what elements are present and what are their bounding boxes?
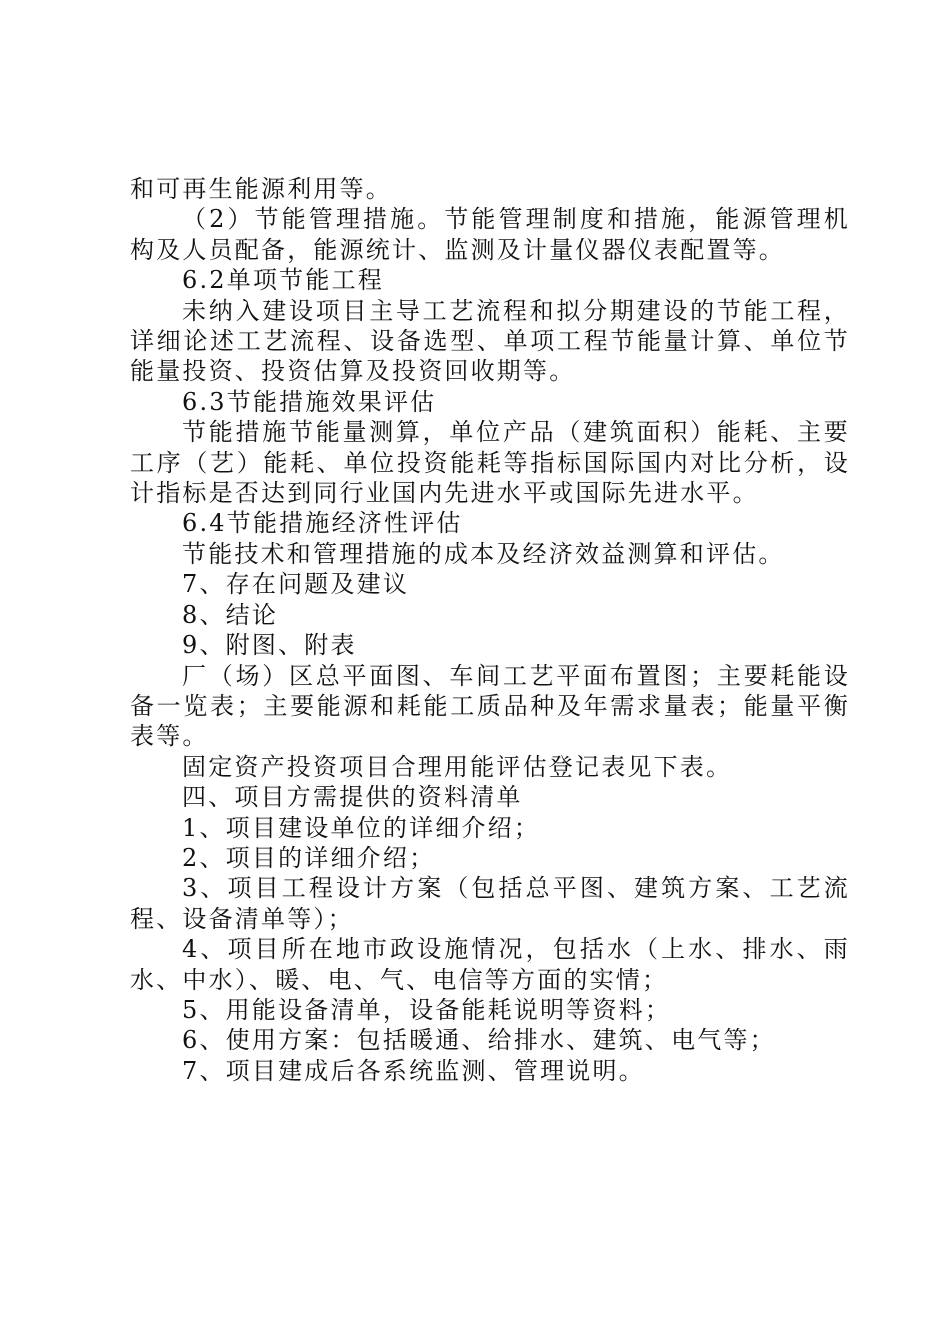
paragraph: 和可再生能源利用等。 [130,175,392,203]
list-item: 5、用能设备清单，设备能耗说明等资料； [182,995,672,1024]
list-item: 7、项目建成后各系统监测、管理说明。 [182,1056,645,1085]
list-item: 3、项目工程设计方案（包括总平图、建筑方案、工艺流程、设备清单等）； [130,874,850,933]
paragraph: 固定资产投资项目合理用能评估登记表见下表。 [182,752,733,781]
list-item: 6、使用方案：包括暖通、给排水、建筑、电气等； [182,1026,776,1055]
paragraph: （2）节能管理措施。节能管理制度和措施，能源管理机构及人员配备，能源统计、监测及计量仪器仪表配置等。 [130,205,850,264]
section-heading: 9、附图、附表 [182,631,357,660]
paragraph: 节能技术和管理措施的成本及经济效益测算和评估。 [182,539,785,568]
section-heading: 四、项目方需提供的资料清单 [182,783,523,812]
section-heading: 8、结论 [182,600,279,629]
section-heading: 6.2单项节能工程 [182,266,384,295]
list-item: 2、项目的详细介绍； [182,843,436,872]
paragraph: 厂（场）区总平面图、车间工艺平面布置图；主要耗能设备一览表；主要能源和耗能工质品种及年需求量表；能量平衡表等。 [130,661,850,751]
section-heading: 7、存在问题及建议 [182,570,410,599]
paragraph: 未纳入建设项目主导工艺流程和拟分期建设的节能工程，详细论述工艺流程、设备选型、单项工程节能量计算、单位节能量投资、投资估算及投资回收期等。 [130,296,850,386]
list-item: 1、项目建设单位的详细介绍； [182,813,541,842]
list-item: 4、项目所在地市政设施情况，包括水（上水、排水、雨水、中水）、暖、电、气、电信等方面的实情； [130,935,850,994]
paragraph: 节能措施节能量测算，单位产品（建筑面积）能耗、主要工序（艺）能耗、单位投资能耗等指标国际国内对比分析，设计指标是否达到同行业国内先进水平或国际先进水平。 [130,418,850,508]
document-body [130,174,850,1086]
section-heading: 6.4节能措施经济性评估 [182,509,463,538]
section-heading: 6.3节能措施效果评估 [182,387,437,416]
